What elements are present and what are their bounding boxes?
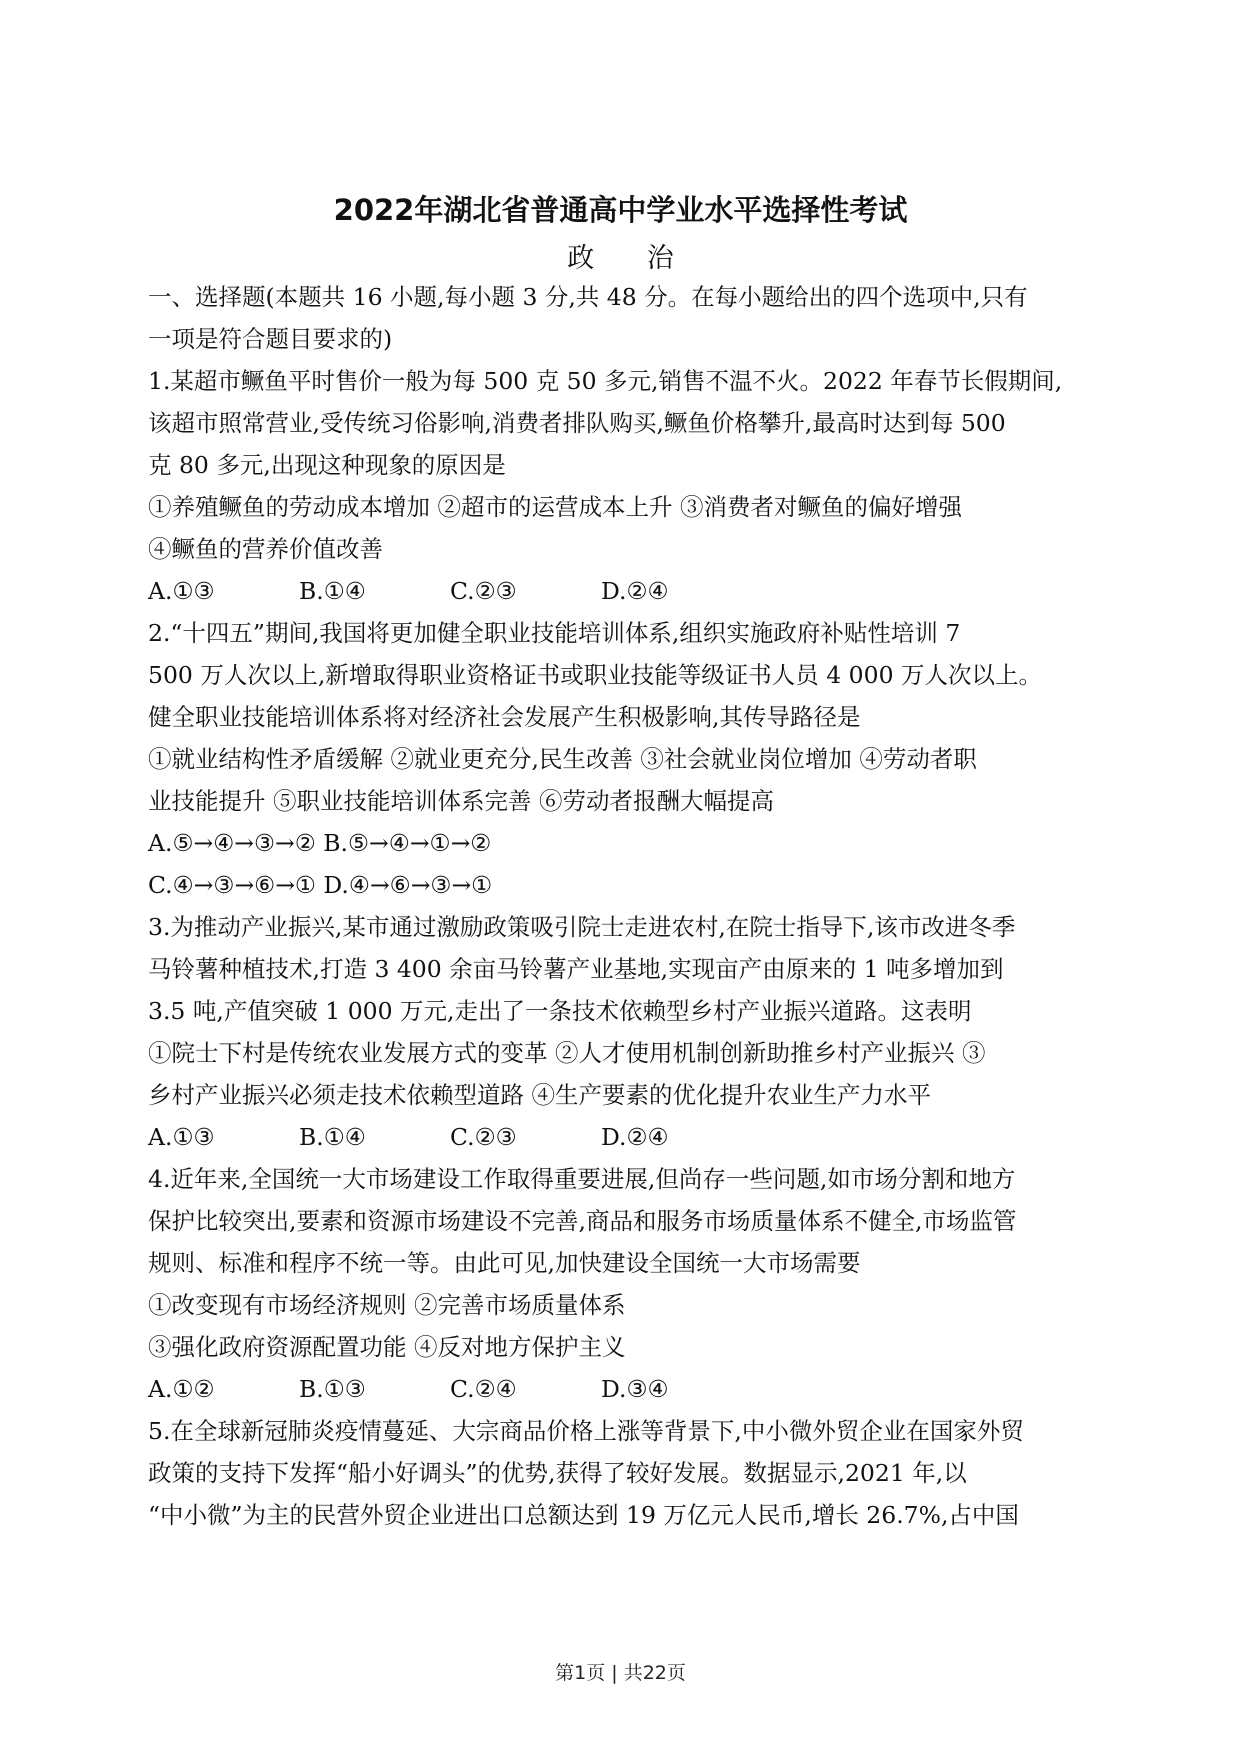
question-stem-line: 3.5 吨,产值突破 1 000 万元,走出了一条技术依赖型乡村产业振兴道路。这表明 [148,997,972,1025]
question-stem-line: 4.近年来,全国统一大市场建设工作取得重要进展,但尚存一些问题,如市场分割和地方 [148,1165,1016,1193]
answer-options [148,1116,1098,1158]
question-item-line: 业技能提升 ⑤职业技能培训体系完善 ⑥劳动者报酬大幅提高 [148,787,774,815]
option-a: A.①③ [148,1123,215,1151]
question-item-line: 乡村产业振兴必须走技术依赖型道路 ④生产要素的优化提升农业生产力水平 [148,1081,931,1109]
question-item-line: ①改变现有市场经济规则 ②完善市场质量体系 [148,1291,626,1319]
question-5 [148,1410,1098,1536]
question-item-line: ③强化政府资源配置功能 ④反对地方保护主义 [148,1333,626,1361]
question-stem-line: “中小微”为主的民营外贸企业进出口总额达到 19 万亿元人民币,增长 26.7%,占中国 [148,1501,1019,1529]
option-b: B.①③ [299,1375,366,1403]
question-stem-line: 马铃薯种植技术,打造 3 400 余亩马铃薯产业基地,实现亩产由原来的 1 吨多增加到 [148,955,1004,983]
subject-heading: 政 治 [567,243,696,274]
answer-options-row: A.⑤→④→③→② B.⑤→④→①→② [148,829,492,857]
option-d: D.②④ [601,577,669,605]
question-stem-line: 健全职业技能培训体系将对经济社会发展产生积极影响,其传导路径是 [148,703,861,731]
question-stem-line: 2.“十四五”期间,我国将更加健全职业技能培训体系,组织实施政府补贴性培训 7 [148,619,961,647]
question-item-line: ④鳜鱼的营养价值改善 [148,535,383,563]
option-d: D.②④ [601,1123,669,1151]
exam-title: 2022年湖北省普通高中学业水平选择性考试 [333,193,908,227]
option-c: C.②③ [450,1123,517,1151]
question-body [148,276,1098,1536]
question-stem-line: 克 80 多元,出现这种现象的原因是 [148,451,506,479]
question-stem-line: 规则、标准和程序不统一等。由此可见,加快建设全国统一大市场需要 [148,1249,861,1277]
option-d: D.③④ [601,1375,669,1403]
option-b: B.①④ [299,577,366,605]
answer-options [148,570,1098,612]
question-item-line: ①养殖鳜鱼的劳动成本增加 ②超市的运营成本上升 ③消费者对鳜鱼的偏好增强 [148,493,962,521]
question-item-line: ①院士下村是传统农业发展方式的变革 ②人才使用机制创新助推乡村产业振兴 ③ [148,1039,986,1067]
option-a: A.①③ [148,577,215,605]
question-2 [148,612,1098,906]
question-stem-line: 500 万人次以上,新增取得职业资格证书或职业技能等级证书人员 4 000 万人次以上。 [148,661,1043,689]
question-item-line: ①就业结构性矛盾缓解 ②就业更充分,民生改善 ③社会就业岗位增加 ④劳动者职 [148,745,977,773]
question-stem-line: 保护比较突出,要素和资源市场建设不完善,商品和服务市场质量体系不健全,市场监管 [148,1207,1017,1235]
option-c: C.②③ [450,577,517,605]
answer-options-row: C.④→③→⑥→① D.④→⑥→③→① [148,871,493,899]
question-1 [148,360,1098,612]
answer-options [148,1368,1098,1410]
option-c: C.②④ [450,1375,517,1403]
question-4 [148,1158,1098,1410]
question-3 [148,906,1098,1158]
section-instruction: 一、选择题(本题共 16 小题,每小题 3 分,共 48 分。在每小题给出的四个选项中,只有 [148,283,1028,311]
option-b: B.①④ [299,1123,366,1151]
question-stem-line: 该超市照常营业,受传统习俗影响,消费者排队购买,鳜鱼价格攀升,最高时达到每 500 [148,409,1006,437]
question-stem-line: 3.为推动产业振兴,某市通过激励政策吸引院士走进农村,在院士指导下,该市改进冬季 [148,913,1016,941]
option-a: A.①② [148,1375,215,1403]
page-footer: 第1页 | 共22页 [555,1662,686,1684]
question-stem-line: 1.某超市鳜鱼平时售价一般为每 500 克 50 多元,销售不温不火。2022 年春节长假期间, [148,367,1063,395]
question-stem-line: 5.在全球新冠肺炎疫情蔓延、大宗商品价格上涨等背景下,中小微外贸企业在国家外贸 [148,1417,1024,1445]
section-instruction: 一项是符合题目要求的) [148,325,393,353]
question-stem-line: 政策的支持下发挥“船小好调头”的优势,获得了较好发展。数据显示,2021 年,以 [148,1459,967,1487]
